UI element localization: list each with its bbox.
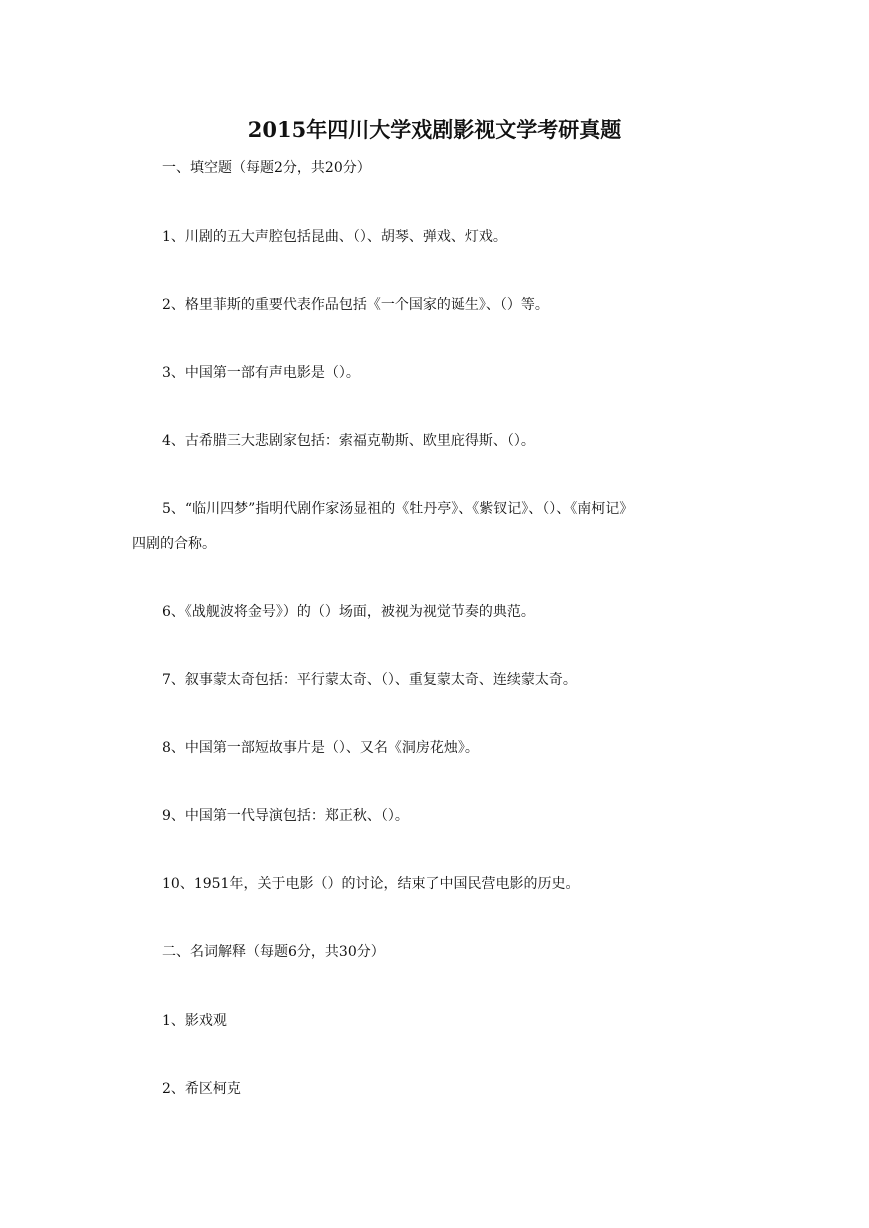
section-1-heading: 一、填空题（每题2分，共20分） [162, 160, 371, 176]
question-7: 7、叙事蒙太奇包括：平行蒙太奇、（）、重复蒙太奇、连续蒙太奇。 [162, 672, 577, 688]
term-1: 1、影戏观 [162, 1013, 227, 1029]
question-9: 9、中国第一代导演包括：郑正秋、（）。 [162, 808, 409, 824]
section-2-heading: 二、名词解释（每题6分，共30分） [162, 944, 385, 960]
question-2: 2、格里菲斯的重要代表作品包括《一个国家的诞生》、（）等。 [162, 297, 549, 313]
question-1: 1、川剧的五大声腔包括昆曲、（）、胡琴、弹戏、灯戏。 [162, 229, 507, 245]
question-10: 10、1951年，关于电影（）的讨论，结束了中国民营电影的历史。 [162, 876, 580, 892]
question-6: 6、《战舰波将金号》）的（）场面，被视为视觉节奏的典范。 [162, 604, 535, 620]
question-8: 8、中国第一部短故事片是（）、又名《洞房花烛》。 [162, 740, 479, 756]
question-4: 4、古希腊三大悲剧家包括：索福克勒斯、欧里庇得斯、（）。 [162, 433, 535, 449]
term-2: 2、希区柯克 [162, 1081, 241, 1097]
question-3: 3、中国第一部有声电影是（）。 [162, 365, 360, 381]
question-5-line-1: 5、“临川四梦”指明代剧作家汤显祖的《牡丹亭》、《紫钗记》、（）、《南柯记》 [162, 501, 634, 517]
question-5-line-2: 四剧的合称。 [132, 536, 216, 552]
page-title: 2015年四川大学戏剧影视文学考研真题 [247, 117, 622, 142]
